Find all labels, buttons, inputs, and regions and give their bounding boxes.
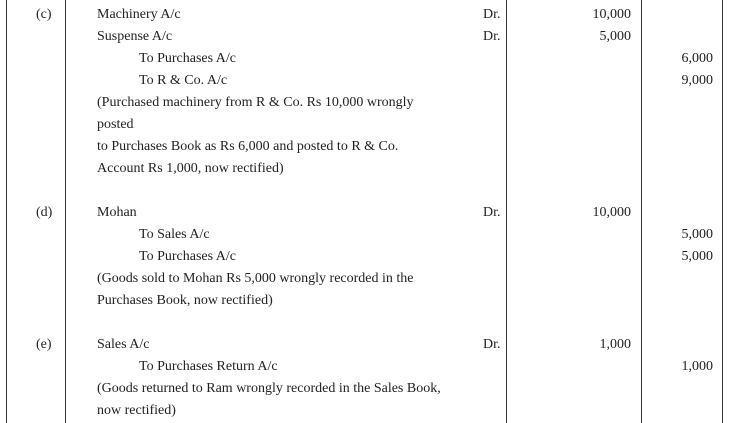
credit-account: To Purchases A/c bbox=[139, 51, 237, 66]
narration-line: Account Rs 1,000, now rectified) bbox=[97, 161, 284, 176]
narration-line: (Goods sold to Mohan Rs 5,000 wrongly recorded in the bbox=[97, 271, 414, 286]
debit-amount: 10,000 bbox=[592, 205, 631, 220]
debit-account: Sales A/c bbox=[97, 337, 150, 352]
debit-account: Machinery A/c bbox=[97, 7, 181, 22]
credit-amount: 5,000 bbox=[681, 227, 713, 242]
entry-label: (c) bbox=[36, 7, 52, 22]
entry-label: (e) bbox=[36, 337, 52, 352]
credit-account: To Sales A/c bbox=[139, 227, 210, 242]
credit-amount: 9,000 bbox=[681, 73, 713, 88]
debit-amount: 10,000 bbox=[592, 7, 631, 22]
credit-account: To Purchases A/c bbox=[139, 249, 237, 264]
dr-marker: Dr. bbox=[483, 205, 501, 220]
narration-line: Purchases Book, now rectified) bbox=[97, 293, 273, 308]
credit-amount: 6,000 bbox=[681, 51, 713, 66]
dr-marker: Dr. bbox=[483, 337, 501, 352]
debit-account: Mohan bbox=[97, 205, 137, 220]
credit-amount: 5,000 bbox=[681, 249, 713, 264]
credit-account: To R & Co. A/c bbox=[139, 73, 228, 88]
narration-line: (Goods returned to Ram wrongly recorded in the Sales Book, bbox=[97, 381, 441, 396]
debit-account: Suspense A/c bbox=[97, 29, 173, 44]
narration-line: now rectified) bbox=[97, 403, 176, 418]
column-divider-credit bbox=[722, 0, 723, 423]
debit-amount: 1,000 bbox=[599, 337, 631, 352]
narration-line: (Purchased machinery from R & Co. Rs 10,000 wrongly bbox=[97, 95, 414, 110]
debit-amount: 5,000 bbox=[599, 29, 631, 44]
entry-label: (d) bbox=[36, 205, 53, 220]
credit-amount: 1,000 bbox=[681, 359, 713, 374]
narration-line: to Purchases Book as Rs 6,000 and posted to R & Co. bbox=[97, 139, 399, 154]
narration-line: posted bbox=[97, 117, 134, 132]
column-divider-particulars bbox=[65, 0, 66, 423]
dr-marker: Dr. bbox=[483, 7, 501, 22]
credit-account: To Purchases Return A/c bbox=[139, 359, 278, 374]
column-divider-left bbox=[6, 0, 7, 423]
column-divider-debit bbox=[641, 0, 642, 423]
dr-marker: Dr. bbox=[483, 29, 501, 44]
column-divider-lf bbox=[506, 0, 507, 423]
